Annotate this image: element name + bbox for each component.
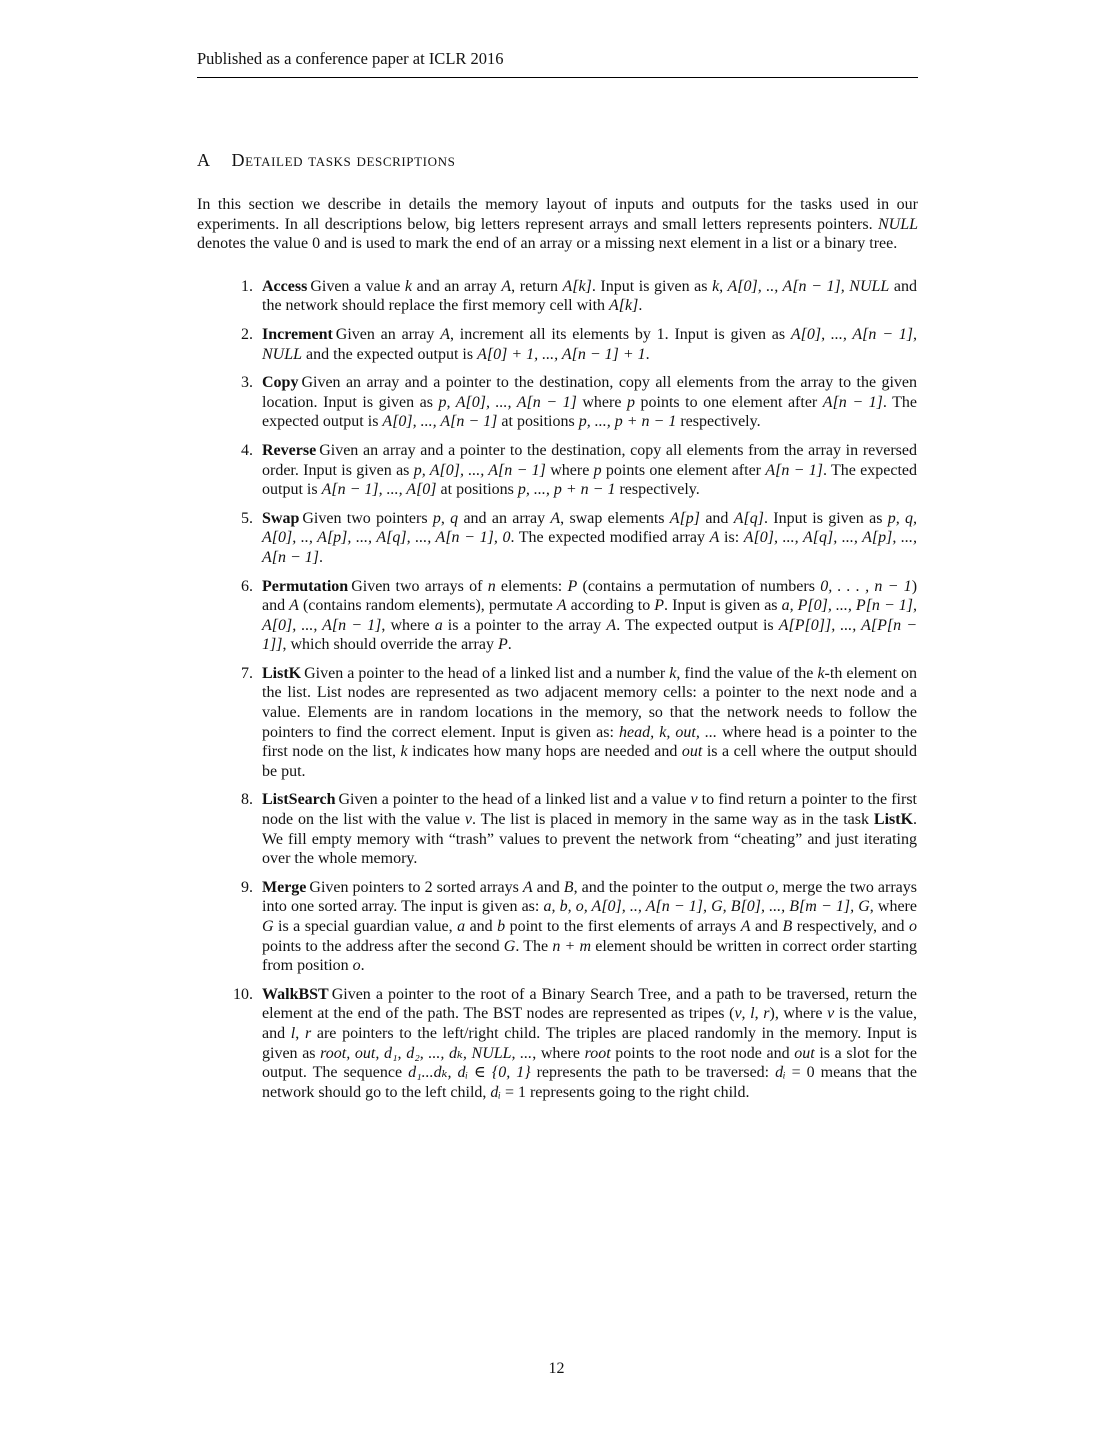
plain-text: In this section we describe in details the memory layout of inputs and outputs for the tasks used in our experiments. In all descriptions below, big letters represent arrays and small letters represents pointers. xyxy=(197,196,918,233)
plain-text: according to xyxy=(566,597,655,615)
task-body xyxy=(262,878,917,976)
math-text: A[0], ..., A[n − 1], NULL xyxy=(262,325,918,363)
plain-text: Given pointers to 2 sorted arrays xyxy=(309,878,523,896)
plain-text: . Input is given as xyxy=(591,277,713,295)
task-description xyxy=(262,578,917,654)
math-text: A[k] xyxy=(562,277,592,295)
math-text: r xyxy=(763,1005,770,1023)
math-text: root xyxy=(584,1044,611,1062)
math-text: head, k, out, ... xyxy=(619,723,717,741)
task-body xyxy=(262,509,917,568)
task-number: 8. xyxy=(241,791,253,809)
plain-text: Given an array and a pointer to the destination, copy all elements from the array in reversed order. Input is given as xyxy=(262,441,917,479)
plain-text: . xyxy=(645,345,650,363)
task-name: Access xyxy=(262,277,308,295)
intro-paragraph xyxy=(197,195,918,254)
task-number: 3. xyxy=(241,374,253,392)
task-number: 2. xyxy=(241,325,253,343)
math-text: P xyxy=(497,636,508,654)
math-text: p, A[0], ..., A[n − 1] xyxy=(438,393,577,411)
task-item xyxy=(197,790,918,868)
plain-text: respectively, and xyxy=(792,918,910,935)
plain-text: . The expected modified array xyxy=(510,529,710,547)
task-name: Swap xyxy=(262,509,300,527)
bold-text: ListK xyxy=(873,811,914,829)
page-column xyxy=(197,50,918,1111)
plain-text: at positions xyxy=(436,481,518,499)
math-text: out xyxy=(681,743,703,761)
plain-text: is a pointer to the array xyxy=(442,616,607,634)
plain-text: denotes the value 0 and is used to mark the end of an array or a missing next element in a list or a binary tree. xyxy=(197,235,898,253)
task-name: Copy xyxy=(262,374,299,392)
plain-text: Given a value xyxy=(310,277,405,295)
plain-text: and xyxy=(750,918,783,935)
task-item xyxy=(197,325,918,364)
task-body xyxy=(262,985,917,1103)
math-text: A xyxy=(289,597,299,615)
plain-text: , where xyxy=(869,898,917,916)
plain-text: point to the first elements of arrays xyxy=(505,918,741,935)
plain-text: where xyxy=(545,461,594,479)
math-text: G xyxy=(262,918,274,935)
task-list xyxy=(197,277,918,1103)
task-body xyxy=(262,790,917,868)
plain-text: . xyxy=(638,297,643,315)
plain-text: is a special guardian value, xyxy=(273,918,458,935)
task-item xyxy=(197,664,918,782)
task-body xyxy=(262,373,917,432)
math-text: r xyxy=(304,1024,312,1042)
math-text: k xyxy=(817,664,825,682)
task-number: 5. xyxy=(241,509,253,527)
math-text: dᵢ xyxy=(490,1083,501,1101)
section-title: Detailed tasks descriptions xyxy=(231,150,456,170)
math-text: A xyxy=(501,277,512,295)
plain-text: where xyxy=(576,393,627,411)
task-name: ListSearch xyxy=(262,791,336,809)
plain-text: = 0 means that the network should go to the left child, xyxy=(262,1064,918,1101)
plain-text: , find the value of the xyxy=(676,664,818,682)
math-text: o xyxy=(352,957,361,975)
task-description xyxy=(262,986,917,1101)
plain-text: element should be written in correct order starting from position xyxy=(262,937,917,975)
math-text: root, out, d₁, d₂, ..., dₖ, NULL, ... xyxy=(320,1044,533,1062)
math-text: d₁...dₖ, dᵢ ∈ {0, 1} xyxy=(408,1064,531,1082)
math-text: p, ..., p + n − 1 xyxy=(517,481,616,499)
math-text: p, A[0], ..., A[n − 1] xyxy=(413,461,546,479)
plain-text: , xyxy=(295,1024,305,1042)
plain-text: . The expected output is xyxy=(262,393,918,431)
plain-text: is the value, and xyxy=(262,1005,918,1042)
math-text: p, ..., p + n − 1 xyxy=(578,413,677,431)
plain-text: . We fill empty memory with “trash” values to prevent the network from “cheating” and just iterating over the whole memory. xyxy=(262,811,918,868)
plain-text: , where xyxy=(532,1044,585,1062)
math-text: k xyxy=(669,664,677,682)
plain-text: = 1 represents going to the right child. xyxy=(500,1083,750,1101)
plain-text: , where xyxy=(381,616,435,634)
task-body xyxy=(262,325,917,364)
task-name: Increment xyxy=(262,325,333,343)
math-text: p xyxy=(627,393,635,411)
task-item xyxy=(197,878,918,976)
math-text: A[n − 1] xyxy=(822,393,883,411)
plain-text: and xyxy=(700,509,734,527)
plain-text: (contains a permutation of numbers xyxy=(577,577,821,595)
plain-text: elements: xyxy=(495,577,568,595)
math-text: dᵢ xyxy=(775,1064,786,1082)
task-description xyxy=(262,442,917,498)
task-name: Reverse xyxy=(262,441,317,459)
math-text: A xyxy=(606,616,617,634)
task-number: 10. xyxy=(233,985,253,1003)
plain-text: at positions xyxy=(497,413,579,431)
plain-text: and xyxy=(465,918,498,935)
math-text: n + m xyxy=(552,937,592,955)
math-text: l xyxy=(290,1024,296,1042)
math-text: p, q, A[0], .., A[p], ..., A[q], ..., A[n − 1], 0 xyxy=(262,509,918,547)
math-text: A[0], ..., A[q], ..., A[p], ..., A[n − 1] xyxy=(262,529,918,566)
plain-text: Given a pointer to the head of a linked list and a value xyxy=(338,791,691,809)
plain-text: respectively. xyxy=(615,481,700,499)
math-text: A xyxy=(440,325,450,343)
plain-text: . The expected output is xyxy=(262,461,917,499)
task-number: 7. xyxy=(241,664,253,682)
task-description xyxy=(262,278,917,315)
task-description xyxy=(262,326,917,363)
plain-text: , xyxy=(440,509,451,527)
math-text: a, b, o, A[0], .., A[n − 1], G, B[0], ..., B[m − 1], G xyxy=(543,898,870,916)
math-text: o xyxy=(766,878,775,896)
plain-text: , xyxy=(741,1005,751,1023)
plain-text: respectively. xyxy=(676,413,761,431)
math-text: A xyxy=(740,918,751,935)
task-name: Permutation xyxy=(262,577,349,595)
math-text: A xyxy=(550,509,561,527)
plain-text: ), where xyxy=(769,1005,828,1023)
plain-text: is a cell where the output should be put. xyxy=(262,743,917,780)
math-text: p xyxy=(593,461,602,479)
plain-text: , and the pointer to the output xyxy=(573,878,767,896)
plain-text: and an array xyxy=(458,509,551,527)
task-item xyxy=(197,441,918,500)
plain-text: -th element on the list. List nodes are represented as two adjacent memory cells: a pointer to the next node and a value. Elements are in random locations in the memory, so that the network needs to follow the pointers to find the correct element. Input is given as: xyxy=(262,664,918,741)
task-item xyxy=(197,509,918,568)
math-text: B xyxy=(782,918,793,935)
math-text: B xyxy=(563,878,574,896)
task-body xyxy=(262,277,917,316)
math-text: A[n − 1], ..., A[0] xyxy=(321,481,437,499)
plain-text: . Input is given as xyxy=(763,509,888,527)
plain-text: Given an array and a pointer to the destination, copy all elements from the array to the given location. Input is given as xyxy=(262,374,917,411)
plain-text: , merge the two arrays into one sorted array. The input is given as: xyxy=(262,878,918,916)
math-text: A xyxy=(522,878,533,896)
plain-text: , increment all its elements by 1. Input is given as xyxy=(450,325,791,343)
math-text: b xyxy=(497,918,506,935)
math-text: a, P[0], ..., P[n − 1], A[0], ..., A[n − 1] xyxy=(262,597,918,634)
math-text: q xyxy=(450,509,459,527)
task-body xyxy=(262,664,917,782)
math-text: A[P[0]], ..., A[P[n − 1]] xyxy=(262,616,918,654)
math-text: 0, . . . , n − 1 xyxy=(820,577,912,595)
task-item xyxy=(197,577,918,655)
plain-text: and the expected output is xyxy=(302,345,478,363)
plain-text: . The expected output is xyxy=(616,616,779,634)
plain-text: Given two pointers xyxy=(302,509,433,527)
plain-text: where head is a pointer to the first node on the list, xyxy=(262,723,918,761)
plain-text: and an array xyxy=(412,277,502,295)
math-text: a xyxy=(434,616,443,634)
plain-text: points to the address after the second xyxy=(262,937,504,955)
math-text: G xyxy=(503,937,516,955)
math-text: v xyxy=(690,791,698,809)
math-text: A xyxy=(556,597,567,615)
math-text: A[p] xyxy=(669,509,701,527)
plain-text: is a slot for the output. The sequence xyxy=(262,1044,917,1082)
plain-text: to find return a pointer to the first node on the list with the value xyxy=(262,791,918,829)
plain-text: , which should override the array xyxy=(282,636,498,654)
math-text: k xyxy=(400,743,408,761)
task-item xyxy=(197,373,918,432)
plain-text: is: xyxy=(719,529,744,547)
task-description xyxy=(262,510,917,566)
math-text: A[0], ..., A[n − 1] xyxy=(382,413,498,431)
task-number: 1. xyxy=(241,277,253,295)
task-number: 9. xyxy=(241,878,253,896)
math-text: A[q] xyxy=(733,509,764,527)
plain-text: , return xyxy=(511,277,563,295)
plain-text: . The xyxy=(515,937,553,955)
math-text: v xyxy=(464,811,472,829)
section-label: A xyxy=(197,150,211,170)
task-item xyxy=(197,277,918,316)
task-description xyxy=(262,374,917,430)
math-text: k xyxy=(404,277,413,295)
math-text: v xyxy=(734,1005,742,1023)
math-text: l xyxy=(750,1005,755,1023)
plain-text: Given a pointer to the head of a linked list and a number xyxy=(304,664,670,682)
plain-text: points to the root node and xyxy=(610,1044,795,1062)
math-text: A[n − 1] xyxy=(765,461,823,479)
math-text: v xyxy=(827,1005,835,1023)
page-number: 12 xyxy=(548,1360,565,1377)
math-text: n xyxy=(487,577,496,595)
math-text: out xyxy=(794,1044,815,1062)
math-text: NULL xyxy=(877,215,918,233)
plain-text: . xyxy=(319,548,324,566)
task-name: ListK xyxy=(262,664,302,682)
task-description xyxy=(262,791,917,867)
plain-text: points one element after xyxy=(601,461,766,479)
task-number: 4. xyxy=(241,441,253,459)
plain-text: , swap elements xyxy=(560,509,670,527)
section-heading xyxy=(197,150,918,170)
plain-text: . xyxy=(360,957,365,975)
math-text: P xyxy=(654,597,665,615)
math-text: A[0] + 1, ..., A[n − 1] + 1 xyxy=(477,345,646,363)
plain-text: Given a pointer to the root of a Binary Search Tree, and a path to be traversed, return the element at the end of the path. The BST nodes are represented as tripes ( xyxy=(262,985,917,1023)
plain-text: . xyxy=(507,636,512,654)
math-text: a xyxy=(457,918,466,935)
math-text: k, A[0], .., A[n − 1], NULL xyxy=(712,277,890,295)
math-text: A[k] xyxy=(609,297,639,315)
task-description xyxy=(262,879,917,974)
plain-text: , xyxy=(754,1005,764,1023)
plain-text: and the network should replace the first memory cell with xyxy=(262,277,918,315)
task-item xyxy=(197,985,918,1103)
plain-text: points to one element after xyxy=(635,393,823,411)
task-name: WalkBST xyxy=(262,985,329,1003)
plain-text: . The list is placed in memory in the same way as in the task xyxy=(472,811,874,829)
task-body xyxy=(262,441,917,500)
running-header: Published as a conference paper at ICLR 2016 xyxy=(197,50,918,78)
plain-text: Given two arrays of xyxy=(351,577,488,595)
plain-text: Given an array xyxy=(335,325,441,343)
plain-text: indicates how many hops are needed and xyxy=(407,743,682,761)
math-text: A xyxy=(709,529,720,547)
plain-text: . Input is given as xyxy=(664,597,782,615)
math-text: P xyxy=(567,577,578,595)
task-number: 6. xyxy=(241,577,253,595)
math-text: o xyxy=(909,918,918,935)
plain-text: and xyxy=(532,878,564,896)
plain-text: represents the path to be traversed: xyxy=(530,1064,776,1082)
task-body xyxy=(262,577,917,655)
plain-text: ) and xyxy=(262,577,918,615)
task-name: Merge xyxy=(262,878,307,896)
plain-text: (contains random elements), permutate xyxy=(298,597,557,615)
task-description xyxy=(262,665,917,780)
math-text: p xyxy=(432,509,441,527)
plain-text: are pointers to the left/right child. The triples are placed randomly in the memory. Input is given as xyxy=(262,1024,918,1062)
